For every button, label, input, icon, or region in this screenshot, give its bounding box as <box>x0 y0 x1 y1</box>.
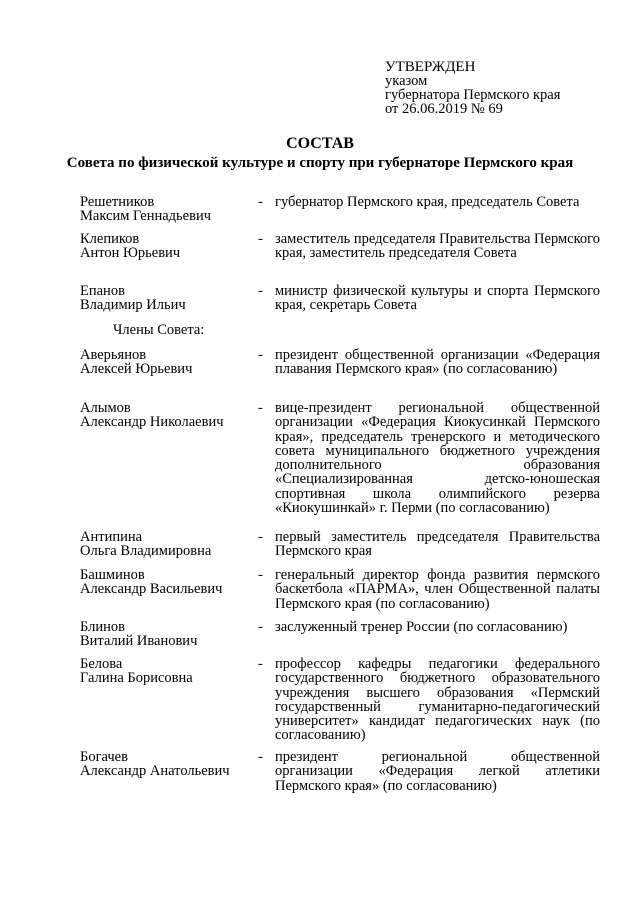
member-description: заместитель председателя Правительства Пермского края, заместитель председателя Совета <box>275 231 600 262</box>
approval-heading: УТВЕРЖДЕН <box>385 59 476 75</box>
member-given-name: Александр Николаевич <box>80 414 224 431</box>
dash: - <box>258 619 263 635</box>
member-surname: Антипина <box>80 529 143 545</box>
member-surname: Блинов <box>80 619 125 635</box>
member-given-name: Антон Юрьевич <box>80 245 181 262</box>
member-name <box>80 284 255 313</box>
member-given-name: Максим Геннадьевич <box>80 208 212 225</box>
member-description: вице-президент региональной общественной организации «Федерация Киокусинкай Пермского края», председатель тренерского и методического совета муниципального бюджетного учреждения дополнительного образования «Специализированная детско-юношеская спортивная школа олимпийского резерва «Киокушинкай» г. Перми (по согласованию) <box>275 400 600 517</box>
member-description: первый заместитель председателя Правительства Пермского края <box>275 529 600 560</box>
dash: - <box>258 656 263 672</box>
member-description: заслуженный тренер России (по согласованию) <box>275 619 568 635</box>
member-name <box>80 195 255 224</box>
member-given-name: Виталий Иванович <box>80 633 198 650</box>
member-given-name: Ольга Владимировна <box>80 543 212 560</box>
member-description: президент общественной организации «Федерация плавания Пермского края» (по согласованию) <box>275 347 600 378</box>
member-surname: Алымов <box>80 400 131 416</box>
dash: - <box>258 400 263 416</box>
member-surname: Башминов <box>80 567 145 583</box>
dash: - <box>258 231 263 247</box>
approval-line-3: от 26.06.2019 № 69 <box>385 101 503 117</box>
member-surname: Епанов <box>80 283 125 299</box>
member-given-name: Галина Борисовна <box>80 670 193 687</box>
member-surname: Аверьянов <box>80 347 147 363</box>
member-name <box>80 401 255 430</box>
member-given-name: Александр Анатольевич <box>80 763 230 780</box>
member-name <box>80 232 255 261</box>
approval-stamp <box>385 60 560 116</box>
member-description: генеральный директор фонда развития пермского баскетбола «ПАРМА», член Общественной палаты Пермского края (по согласованию) <box>275 567 600 612</box>
member-given-name: Алексей Юрьевич <box>80 361 193 378</box>
member-name <box>80 750 255 779</box>
members-heading: Члены Совета: <box>113 322 205 338</box>
member-surname: Решетников <box>80 194 155 210</box>
member-description: профессор кафедры педагогики федерального государственного бюджетного образовательного учреждения высшего образования «Пермский государственный гуманитарно-педагогический университет» кандидат педагогических наук (по согласованию) <box>275 656 600 744</box>
dash: - <box>258 749 263 765</box>
document-subtitle: Совета по физической культуре и спорту при губернаторе Пермского края <box>66 155 574 171</box>
dash: - <box>258 194 263 210</box>
member-name <box>80 348 255 377</box>
member-description: губернатор Пермского края, председатель Совета <box>275 194 580 210</box>
member-name <box>80 620 255 649</box>
member-description: президент региональной общественной организации «Федерация легкой атлетики Пермского края» (по согласованию) <box>275 749 600 794</box>
member-name <box>80 568 255 597</box>
member-surname: Клепиков <box>80 231 140 247</box>
dash: - <box>258 567 263 583</box>
dash: - <box>258 529 263 545</box>
approval-line-2: губернатора Пермского края <box>385 87 561 103</box>
member-name <box>80 530 255 559</box>
document-title: СОСТАВ <box>286 135 354 152</box>
member-name <box>80 657 255 686</box>
member-given-name: Владимир Ильич <box>80 297 186 314</box>
member-surname: Богачев <box>80 749 128 765</box>
dash: - <box>258 347 263 363</box>
approval-line-1: указом <box>385 73 428 89</box>
dash: - <box>258 283 263 299</box>
member-description: министр физической культуры и спорта Пермского края, секретарь Совета <box>275 283 600 314</box>
member-given-name: Александр Васильевич <box>80 581 223 598</box>
member-surname: Белова <box>80 656 123 672</box>
